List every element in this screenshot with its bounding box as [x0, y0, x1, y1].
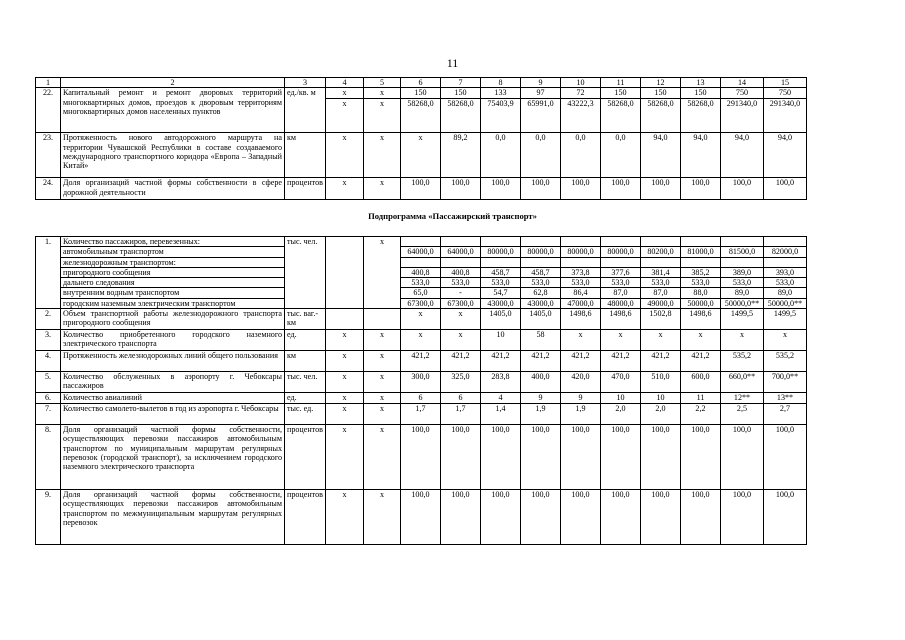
value-cell: 421,2 [400, 351, 440, 372]
value-cell: 81500,0 [720, 247, 763, 257]
value-cell: х [325, 425, 363, 490]
column-number-cell: 9 [520, 78, 560, 88]
value-cell: 100,0 [600, 425, 640, 490]
indicator-name-cell: Доля организаций частной формы собственности, осуществляющих перевозки пассажиров автомобильным транспортом по муниципальным маршрутам регулярных перевозок (городской транспорт), за исключением городского наземного электрического транспорта [61, 425, 285, 490]
unit-cell: процентов [285, 178, 326, 200]
table-header-row [36, 78, 807, 88]
value-cell: 2,2 [680, 404, 720, 425]
value-cell: 1498,6 [560, 309, 600, 330]
unit-cell: ед. [285, 393, 326, 404]
value-cell: 1405,0 [480, 309, 520, 330]
value-cell: 533,0 [680, 278, 720, 288]
unit-cell: км [285, 133, 326, 178]
value-cell: 58268,0 [600, 99, 640, 133]
value-cell: 100,0 [720, 178, 763, 200]
value-cell: 133 [480, 88, 520, 99]
value-cell: 65991,0 [520, 99, 560, 133]
value-cell: х [363, 404, 400, 425]
table-row [36, 404, 807, 425]
value-cell: 535,2 [763, 351, 806, 372]
value-cell: 100,0 [640, 425, 680, 490]
row-number-cell: 7. [36, 404, 61, 425]
value-cell: 58 [520, 330, 560, 351]
sub-indicator-cell: дальнего следования [61, 278, 285, 288]
value-cell: х [763, 330, 806, 351]
row-number-cell: 6. [36, 393, 61, 404]
value-cell: 10 [480, 330, 520, 351]
column-number-cell: 11 [600, 78, 640, 88]
value-cell: х [680, 330, 720, 351]
value-cell: 421,2 [560, 351, 600, 372]
table-row [36, 372, 807, 393]
value-cell: 87,0 [640, 288, 680, 298]
value-cell [763, 237, 806, 247]
value-cell: х [363, 393, 400, 404]
value-cell: 4 [480, 393, 520, 404]
value-cell: 80000,0 [480, 247, 520, 257]
value-cell: х [363, 88, 400, 99]
sub-row [36, 247, 807, 257]
value-cell: 13** [763, 393, 806, 404]
value-cell [600, 237, 640, 247]
value-cell: 100,0 [480, 178, 520, 200]
column-number-cell: 12 [640, 78, 680, 88]
unit-cell: км [285, 351, 326, 372]
value-cell: 11 [680, 393, 720, 404]
column-number-cell: 6 [400, 78, 440, 88]
value-cell: 1502,8 [640, 309, 680, 330]
row-number-cell: 1. [36, 237, 61, 309]
value-cell: 1498,6 [600, 309, 640, 330]
value-cell: 100,0 [763, 178, 806, 200]
value-cell: х [440, 330, 480, 351]
value-cell: 100,0 [520, 425, 560, 490]
row-number-cell: 22. [36, 88, 61, 133]
value-cell: 64000,0 [400, 247, 440, 257]
value-cell: х [363, 351, 400, 372]
value-cell: 421,2 [480, 351, 520, 372]
value-cell: 300,0 [400, 372, 440, 393]
column-number-cell: 15 [763, 78, 806, 88]
value-cell: 2,7 [763, 404, 806, 425]
value-cell: х [363, 490, 400, 545]
indicators-table-roads [35, 77, 807, 200]
value-cell: 458,7 [520, 267, 560, 277]
value-cell: 100,0 [680, 425, 720, 490]
value-cell: 48000,0 [600, 298, 640, 308]
indicator-name-cell: Количество пассажиров, перевезенных: [61, 237, 285, 247]
table-row [36, 351, 807, 372]
value-cell [363, 309, 400, 330]
row-number-cell: 2. [36, 309, 61, 330]
value-cell: 533,0 [400, 278, 440, 288]
value-cell: х [363, 372, 400, 393]
value-cell: х [363, 237, 400, 309]
indicator-name-cell: Доля организаций частной формы собственности в сфере дорожной деятельности [61, 178, 285, 200]
value-cell: 2,0 [640, 404, 680, 425]
value-cell: 87,0 [600, 288, 640, 298]
table-row [36, 330, 807, 351]
value-cell [400, 237, 440, 247]
sub-row [36, 298, 807, 308]
value-cell: 100,0 [440, 178, 480, 200]
value-cell: 1,7 [400, 404, 440, 425]
value-cell: 100,0 [560, 178, 600, 200]
value-cell: 291340,0 [720, 99, 763, 133]
value-cell: х [363, 425, 400, 490]
column-number-cell: 13 [680, 78, 720, 88]
row-number-cell: 9. [36, 490, 61, 545]
value-cell: 1498,6 [680, 309, 720, 330]
value-cell: 0,0 [600, 133, 640, 178]
column-number-cell: 14 [720, 78, 763, 88]
value-cell [600, 257, 640, 267]
sub-row [36, 257, 807, 267]
value-cell: 150 [440, 88, 480, 99]
value-cell: 1,9 [560, 404, 600, 425]
column-number-cell: 4 [325, 78, 363, 88]
value-cell: 67300,0 [400, 298, 440, 308]
value-cell: 1,7 [440, 404, 480, 425]
indicators-table-passenger [35, 236, 807, 545]
value-cell: 533,0 [520, 278, 560, 288]
value-cell: 9 [560, 393, 600, 404]
table-row [36, 490, 807, 545]
value-cell: 100,0 [560, 490, 600, 545]
indicator-name-cell: Количество обслуженных в аэропорту г. Чебоксары пассажиров [61, 372, 285, 393]
value-cell: 750 [763, 88, 806, 99]
value-cell [640, 237, 680, 247]
value-cell: х [440, 309, 480, 330]
value-cell: 510,0 [640, 372, 680, 393]
value-cell: 0,0 [480, 133, 520, 178]
value-cell: 100,0 [763, 425, 806, 490]
value-cell: 65,0 [400, 288, 440, 298]
table-row [36, 237, 807, 247]
value-cell: 80000,0 [520, 247, 560, 257]
value-cell: 75403,9 [480, 99, 520, 133]
value-cell [440, 237, 480, 247]
column-number-cell: 3 [285, 78, 326, 88]
value-cell: 1,4 [480, 404, 520, 425]
value-cell: 62,8 [520, 288, 560, 298]
value-cell: х [363, 99, 400, 133]
unit-cell: тыс. чел. [285, 237, 326, 309]
value-cell: 150 [640, 88, 680, 99]
value-cell: 421,2 [600, 351, 640, 372]
value-cell: х [325, 178, 363, 200]
unit-cell: тыс. ед. [285, 404, 326, 425]
value-cell: 325,0 [440, 372, 480, 393]
indicator-name-cell: Капитальный ремонт и ремонт дворовых территорий многоквартирных домов, проездов к дворовым территориям многоквартирных домов населенных пунктов [61, 88, 285, 133]
unit-cell: процентов [285, 490, 326, 545]
value-cell: 421,2 [520, 351, 560, 372]
column-number-cell: 2 [61, 78, 285, 88]
sub-indicator-cell: пригородного сообщения [61, 267, 285, 277]
indicator-name-cell: Объем транспортной работы железнодорожного транспорта пригородного сообщения [61, 309, 285, 330]
value-cell: х [325, 490, 363, 545]
indicator-name-cell: Количество приобретенного городского наземного электрического транспорта [61, 330, 285, 351]
table-row [36, 178, 807, 200]
value-cell: 533,0 [720, 278, 763, 288]
value-cell: 80000,0 [560, 247, 600, 257]
value-cell: 100,0 [640, 490, 680, 545]
value-cell [763, 257, 806, 267]
column-number-cell: 10 [560, 78, 600, 88]
column-number-cell: 1 [36, 78, 61, 88]
value-cell: 89,2 [440, 133, 480, 178]
unit-cell: тыс. ваг.-км [285, 309, 326, 330]
value-cell: 283,8 [480, 372, 520, 393]
value-cell: 81000,0 [680, 247, 720, 257]
value-cell: 80200,0 [640, 247, 680, 257]
value-cell: 533,0 [763, 278, 806, 288]
value-cell: 50000,0 [680, 298, 720, 308]
value-cell [680, 237, 720, 247]
value-cell: 600,0 [680, 372, 720, 393]
value-cell: 67300,0 [440, 298, 480, 308]
value-cell: х [400, 330, 440, 351]
value-cell: 50000,0** [763, 298, 806, 308]
unit-cell: ед./кв. м [285, 88, 326, 133]
value-cell: 43000,0 [520, 298, 560, 308]
value-cell: 700,0** [763, 372, 806, 393]
value-cell: 150 [400, 88, 440, 99]
value-cell: 10 [640, 393, 680, 404]
value-cell: 58268,0 [440, 99, 480, 133]
row-number-cell: 24. [36, 178, 61, 200]
value-cell: 400,8 [440, 267, 480, 277]
value-cell: 533,0 [560, 278, 600, 288]
value-cell: х [400, 309, 440, 330]
value-cell: 150 [680, 88, 720, 99]
indicator-name-cell: Протяженность железнодорожных линий общего пользования [61, 351, 285, 372]
value-cell [325, 237, 363, 309]
value-cell: х [325, 393, 363, 404]
value-cell: х [325, 351, 363, 372]
value-cell: 100,0 [720, 425, 763, 490]
row-number-cell: 4. [36, 351, 61, 372]
value-cell: х [640, 330, 680, 351]
value-cell: 64000,0 [440, 247, 480, 257]
sub-row [36, 267, 807, 277]
table-row [36, 133, 807, 178]
value-cell: 58268,0 [640, 99, 680, 133]
row-number-cell: 5. [36, 372, 61, 393]
value-cell: 100,0 [600, 178, 640, 200]
value-cell: х [325, 99, 363, 133]
value-cell: 1,9 [520, 404, 560, 425]
table-row [36, 393, 807, 404]
value-cell [480, 257, 520, 267]
value-cell: 49000,0 [640, 298, 680, 308]
value-cell [520, 237, 560, 247]
value-cell: 385,2 [680, 267, 720, 277]
value-cell: 100,0 [480, 425, 520, 490]
value-cell: 89,0 [763, 288, 806, 298]
value-cell: 100,0 [400, 178, 440, 200]
value-cell [640, 257, 680, 267]
value-cell: х [325, 88, 363, 99]
value-cell: 6 [440, 393, 480, 404]
value-cell: 54,7 [480, 288, 520, 298]
value-cell: 43000,0 [480, 298, 520, 308]
value-cell: х [363, 330, 400, 351]
value-cell: 97 [520, 88, 560, 99]
value-cell: - [440, 288, 480, 298]
value-cell: х [720, 330, 763, 351]
value-cell: 100,0 [763, 490, 806, 545]
value-cell: 458,7 [480, 267, 520, 277]
value-cell [480, 237, 520, 247]
value-cell: х [400, 133, 440, 178]
value-cell: 100,0 [720, 490, 763, 545]
indicator-name-cell: Доля организаций частной формы собственности, осуществляющих перевозки пассажиров автомобильным транспортом по межмуниципальным маршрутам регулярных перевозок [61, 490, 285, 545]
value-cell [520, 257, 560, 267]
value-cell: 1499,5 [763, 309, 806, 330]
value-cell: 88,0 [680, 288, 720, 298]
value-cell: 1499,5 [720, 309, 763, 330]
value-cell: 43222,3 [560, 99, 600, 133]
value-cell: х [363, 133, 400, 178]
value-cell: 100,0 [440, 425, 480, 490]
value-cell: 12** [720, 393, 763, 404]
value-cell: 100,0 [560, 425, 600, 490]
value-cell: 100,0 [520, 178, 560, 200]
column-number-cell: 8 [480, 78, 520, 88]
value-cell [325, 309, 363, 330]
table-row [36, 425, 807, 490]
value-cell: 6 [400, 393, 440, 404]
unit-cell: ед. [285, 330, 326, 351]
value-cell: х [600, 330, 640, 351]
value-cell: 373,8 [560, 267, 600, 277]
value-cell: 533,0 [600, 278, 640, 288]
value-cell: 150 [600, 88, 640, 99]
value-cell: 50000,0** [720, 298, 763, 308]
value-cell: 100,0 [400, 425, 440, 490]
value-cell [680, 257, 720, 267]
value-cell: 80000,0 [600, 247, 640, 257]
value-cell: 94,0 [763, 133, 806, 178]
page-number: 11 [446, 56, 459, 70]
value-cell [560, 237, 600, 247]
value-cell: х [325, 133, 363, 178]
value-cell: 86,4 [560, 288, 600, 298]
value-cell: 421,2 [440, 351, 480, 372]
value-cell: 100,0 [400, 490, 440, 545]
value-cell [440, 257, 480, 267]
value-cell [720, 257, 763, 267]
value-cell: 421,2 [640, 351, 680, 372]
value-cell: 82000,0 [763, 247, 806, 257]
row-number-cell: 23. [36, 133, 61, 178]
indicator-name-cell: Количество самолето-вылетов в год из аэропорта г. Чебоксары [61, 404, 285, 425]
row-number-cell: 3. [36, 330, 61, 351]
unit-cell: процентов [285, 425, 326, 490]
value-cell: 1405,0 [520, 309, 560, 330]
value-cell: 533,0 [480, 278, 520, 288]
value-cell: 400,8 [400, 267, 440, 277]
sub-indicator-cell: городским наземным электрическим транспортом [61, 298, 285, 308]
value-cell: 100,0 [600, 490, 640, 545]
value-cell: 750 [720, 88, 763, 99]
value-cell [720, 237, 763, 247]
section-title: Подпрограмма «Пассажирский транспорт» [368, 211, 537, 221]
value-cell: 393,0 [763, 267, 806, 277]
value-cell: 47000,0 [560, 298, 600, 308]
unit-cell: тыс. чел. [285, 372, 326, 393]
indicator-name-cell: Протяженность нового автодорожного маршрута на территории Чувашской Республики в составе создаваемого международного транспортного коридора «Европа – Западный Китай» [61, 133, 285, 178]
value-cell: х [363, 178, 400, 200]
indicator-name-cell: Количество авиалиний [61, 393, 285, 404]
value-cell: 94,0 [720, 133, 763, 178]
value-cell: 389,0 [720, 267, 763, 277]
value-cell: 400,0 [520, 372, 560, 393]
value-cell: х [560, 330, 600, 351]
value-cell [400, 257, 440, 267]
value-cell: 89,0 [720, 288, 763, 298]
value-cell: 100,0 [440, 490, 480, 545]
value-cell: 10 [600, 393, 640, 404]
value-cell [560, 257, 600, 267]
value-cell: 0,0 [520, 133, 560, 178]
value-cell: 421,2 [680, 351, 720, 372]
value-cell: 533,0 [640, 278, 680, 288]
value-cell: 381,4 [640, 267, 680, 277]
value-cell: х [325, 372, 363, 393]
value-cell: 377,6 [600, 267, 640, 277]
value-cell: 533,0 [440, 278, 480, 288]
sub-row [36, 288, 807, 298]
value-cell: 291340,0 [763, 99, 806, 133]
sub-indicator-cell: внутренним водным транспортом [61, 288, 285, 298]
sub-row [36, 278, 807, 288]
value-cell: 94,0 [640, 133, 680, 178]
column-number-cell: 5 [363, 78, 400, 88]
value-cell: 72 [560, 88, 600, 99]
value-cell: 470,0 [600, 372, 640, 393]
value-cell: 420,0 [560, 372, 600, 393]
value-cell: 58268,0 [400, 99, 440, 133]
table-row [36, 309, 807, 330]
value-cell: 0,0 [560, 133, 600, 178]
sub-indicator-cell: железнодорожным транспортом: [61, 257, 285, 267]
value-cell: 535,2 [720, 351, 763, 372]
value-cell: 660,0** [720, 372, 763, 393]
column-number-cell: 7 [440, 78, 480, 88]
value-cell: 100,0 [480, 490, 520, 545]
value-cell: 58268,0 [680, 99, 720, 133]
value-cell: 100,0 [680, 490, 720, 545]
value-cell: 2,5 [720, 404, 763, 425]
value-cell: х [325, 330, 363, 351]
row-number-cell: 8. [36, 425, 61, 490]
value-cell: 100,0 [520, 490, 560, 545]
value-cell: 2,0 [600, 404, 640, 425]
value-cell: 9 [520, 393, 560, 404]
table-row [36, 88, 807, 99]
sub-indicator-cell: автомобильным транспортом [61, 247, 285, 257]
value-cell: 100,0 [680, 178, 720, 200]
value-cell: х [325, 404, 363, 425]
value-cell: 94,0 [680, 133, 720, 178]
value-cell: 100,0 [640, 178, 680, 200]
